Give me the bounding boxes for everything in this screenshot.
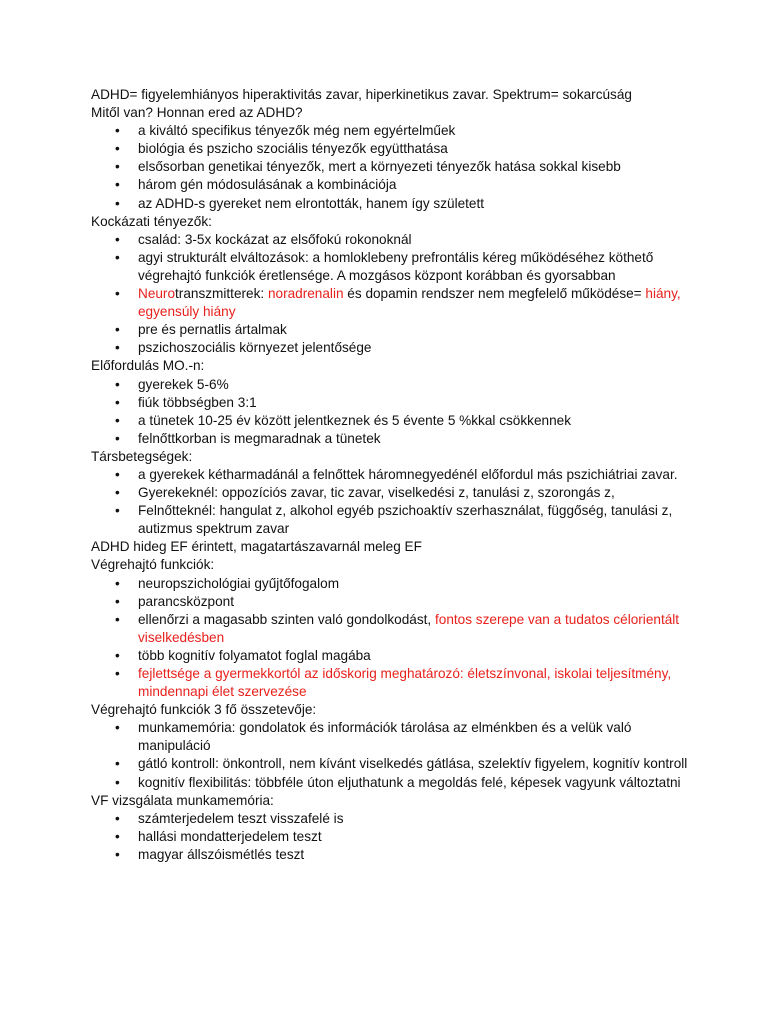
bullet-icon: • (115, 177, 120, 193)
text-run: agyi strukturált elváltozások: a homloklebeny prefrontális kéreg működéséhez köthető végrehajtó funkciók éretlensége. A mozgásos központ korábban és gyorsabban (138, 249, 654, 283)
document-section (91, 538, 691, 701)
list-item (91, 176, 691, 194)
text-run: munkamemória: gondolatok és információk tárolása az elménkben és a velük való manipuláció (138, 720, 632, 754)
list-item-text (138, 231, 691, 249)
section-heading: Kockázati tényezők: (91, 213, 212, 229)
text-run: a gyerekek kétharmadánál a felnőttek háromnegyedénél előfordul más pszichiátriai zavar. (138, 466, 678, 482)
document-section (91, 448, 691, 538)
text-run: számterjedelem teszt visszafelé is (138, 810, 344, 826)
text-run: biológia és pszicho szociális tényezők együtthatása (138, 141, 448, 157)
list-item (91, 828, 691, 846)
list-item-text (138, 158, 691, 176)
list-item-text (138, 593, 691, 611)
bullet-list (91, 810, 691, 864)
list-item (91, 394, 691, 412)
bullet-icon: • (115, 286, 120, 302)
list-item-text (138, 122, 691, 140)
text-run: elsősorban genetikai tényezők, mert a környezeti tényezők hatása sokkal kisebb (138, 159, 621, 175)
list-item-text (138, 755, 691, 773)
bullet-icon: • (115, 575, 120, 591)
list-item (91, 339, 691, 357)
document-body (91, 86, 691, 864)
list-item-text (138, 176, 691, 194)
text-run: és dopamin rendszer nem megfelelő működése= (343, 286, 646, 302)
bullet-icon: • (115, 810, 120, 826)
section-heading: Társbetegségek: (91, 448, 193, 464)
list-item-text (138, 611, 691, 647)
bullet-icon: • (115, 249, 120, 265)
bullet-icon: • (115, 123, 120, 139)
list-item (91, 774, 691, 792)
section-heading: ADHD= figyelemhiányos hiperaktivitás zavar, hiperkinetikus zavar. Spektrum= sokarcúság (91, 87, 632, 102)
bullet-list (91, 376, 691, 448)
list-item-text (138, 394, 691, 412)
section-heading: Előfordulás MO.-n: (91, 358, 205, 374)
bullet-icon: • (115, 322, 120, 338)
list-item (91, 376, 691, 394)
text-run: fiúk többségben 3:1 (138, 394, 257, 410)
text-run: a kiváltó specifikus tényezők még nem egyértelműek (138, 123, 456, 139)
bullet-list (91, 231, 691, 358)
text-run: kognitív flexibilitás: többféle úton eljuthatunk a megoldás felé, képesek vagyunk változtatni (138, 774, 681, 790)
list-item-text (138, 484, 691, 502)
list-item (91, 140, 691, 158)
list-item (91, 647, 691, 665)
bullet-list (91, 575, 691, 702)
bullet-icon: • (115, 485, 120, 501)
list-item (91, 321, 691, 339)
bullet-icon: • (115, 159, 120, 175)
list-item (91, 158, 691, 176)
section-heading: Mitől van? Honnan ered az ADHD? (91, 105, 303, 121)
text-run: ellenőrzi a magasabb szinten való gondolkodást, (138, 611, 435, 627)
bullet-icon: • (115, 846, 120, 862)
list-item-text (138, 719, 691, 755)
list-item (91, 484, 691, 502)
list-item-text (138, 466, 691, 484)
highlighted-text: fontos szerepe van a tudatos célorientált viselkedésben (138, 611, 680, 645)
list-item-text (138, 140, 691, 158)
text-run: a tünetek 10-25 év között jelentkeznek és 5 évente 5 %kkal csökkennek (138, 412, 571, 428)
list-item-text (138, 846, 691, 864)
list-item-text (138, 665, 691, 701)
section-heading: VF vizsgálata munkamemória: (91, 792, 274, 808)
bullet-icon: • (115, 503, 120, 519)
bullet-list (91, 466, 691, 538)
text-run: magyar állszóismétlés teszt (138, 846, 305, 862)
text-run: hallási mondatterjedelem teszt (138, 828, 322, 844)
list-item (91, 249, 691, 285)
bullet-icon: • (115, 430, 120, 446)
list-item-text (138, 575, 691, 593)
list-item-text (138, 249, 691, 285)
bullet-list (91, 719, 691, 791)
text-run: család: 3-5x kockázat az elsőfokú rokonoknál (138, 231, 412, 247)
list-item (91, 412, 691, 430)
list-item (91, 719, 691, 755)
bullet-icon: • (115, 231, 120, 247)
list-item (91, 593, 691, 611)
text-run: transzmitterek: (175, 286, 268, 302)
section-heading: Végrehajtó funkciók: (91, 557, 215, 573)
text-run: Gyerekeknél: oppozíciós zavar, tic zavar, viselkedési z, tanulási z, szorongás z, (138, 485, 615, 501)
list-item-text (138, 430, 691, 448)
list-item-text (138, 339, 691, 357)
text-run: három gén módosulásának a kombinációja (138, 177, 397, 193)
document-section (91, 701, 691, 791)
text-run: felnőttkorban is megmaradnak a tünetek (138, 430, 381, 446)
document-section (91, 792, 691, 864)
document-section (91, 213, 691, 358)
list-item-text (138, 774, 691, 792)
list-item (91, 611, 691, 647)
bullet-icon: • (115, 394, 120, 410)
list-item (91, 195, 691, 213)
document-section (91, 86, 691, 213)
list-item (91, 285, 691, 321)
list-item (91, 430, 691, 448)
list-item (91, 846, 691, 864)
list-item-text (138, 502, 691, 538)
list-item (91, 502, 691, 538)
highlighted-text: Neuro (138, 286, 176, 302)
bullet-icon: • (115, 756, 120, 772)
bullet-icon: • (115, 666, 120, 681)
list-item (91, 665, 691, 701)
list-item (91, 575, 691, 593)
bullet-icon: • (115, 828, 120, 844)
list-item (91, 231, 691, 249)
bullet-icon: • (115, 647, 120, 663)
bullet-icon: • (115, 412, 120, 428)
bullet-icon: • (115, 340, 120, 356)
list-item-text (138, 195, 691, 213)
text-run: gátló kontroll: önkontroll, nem kívánt viselkedés gátlása, szelektív figyelem, kognitív kontroll (138, 756, 688, 772)
list-item-text (138, 828, 691, 846)
list-item (91, 466, 691, 484)
list-item-text (138, 647, 691, 665)
section-heading: Végrehajtó funkciók 3 fő összetevője: (91, 702, 317, 718)
bullet-icon: • (115, 611, 120, 627)
bullet-icon: • (115, 774, 120, 790)
text-run: gyerekek 5-6% (138, 376, 229, 392)
list-item-text (138, 412, 691, 430)
text-run: az ADHD-s gyereket nem elrontották, hanem így született (138, 195, 485, 211)
list-item (91, 122, 691, 140)
text-run: neuropszichológiai gyűjtőfogalom (138, 575, 340, 591)
section-heading: ADHD hideg EF érintett, magatartászavarnál meleg EF (91, 539, 422, 555)
bullet-icon: • (115, 376, 120, 392)
bullet-icon: • (115, 720, 120, 736)
list-item (91, 755, 691, 773)
bullet-icon: • (115, 466, 120, 482)
list-item (91, 810, 691, 828)
highlighted-text: fejlettsége a gyermekkortól az időskorig meghatározó: életszínvonal, iskolai teljesítmény, mindennapi élet szervezése (138, 666, 672, 700)
text-run: pre és pernatlis ártalmak (138, 322, 287, 338)
bullet-icon: • (115, 593, 120, 609)
text-run: parancsközpont (138, 593, 234, 609)
list-item-text (138, 321, 691, 339)
document-section (91, 357, 691, 447)
bullet-icon: • (115, 141, 120, 157)
text-run: több kognitív folyamatot foglal magába (138, 647, 371, 663)
list-item-text (138, 376, 691, 394)
bullet-icon: • (115, 195, 120, 211)
text-run: Felnőtteknél: hangulat z, alkohol egyéb pszichoaktív szerhasználat, függőség, tanulási z, autizmus spektrum zavar (138, 503, 673, 537)
text-run: pszichoszociális környezet jelentősége (138, 340, 372, 356)
list-item-text (138, 285, 691, 321)
highlighted-text: noradrenalin (267, 286, 344, 302)
bullet-list (91, 122, 691, 212)
highlighted-text: hiány, egyensúly hiány (138, 286, 681, 320)
list-item-text (138, 810, 691, 828)
